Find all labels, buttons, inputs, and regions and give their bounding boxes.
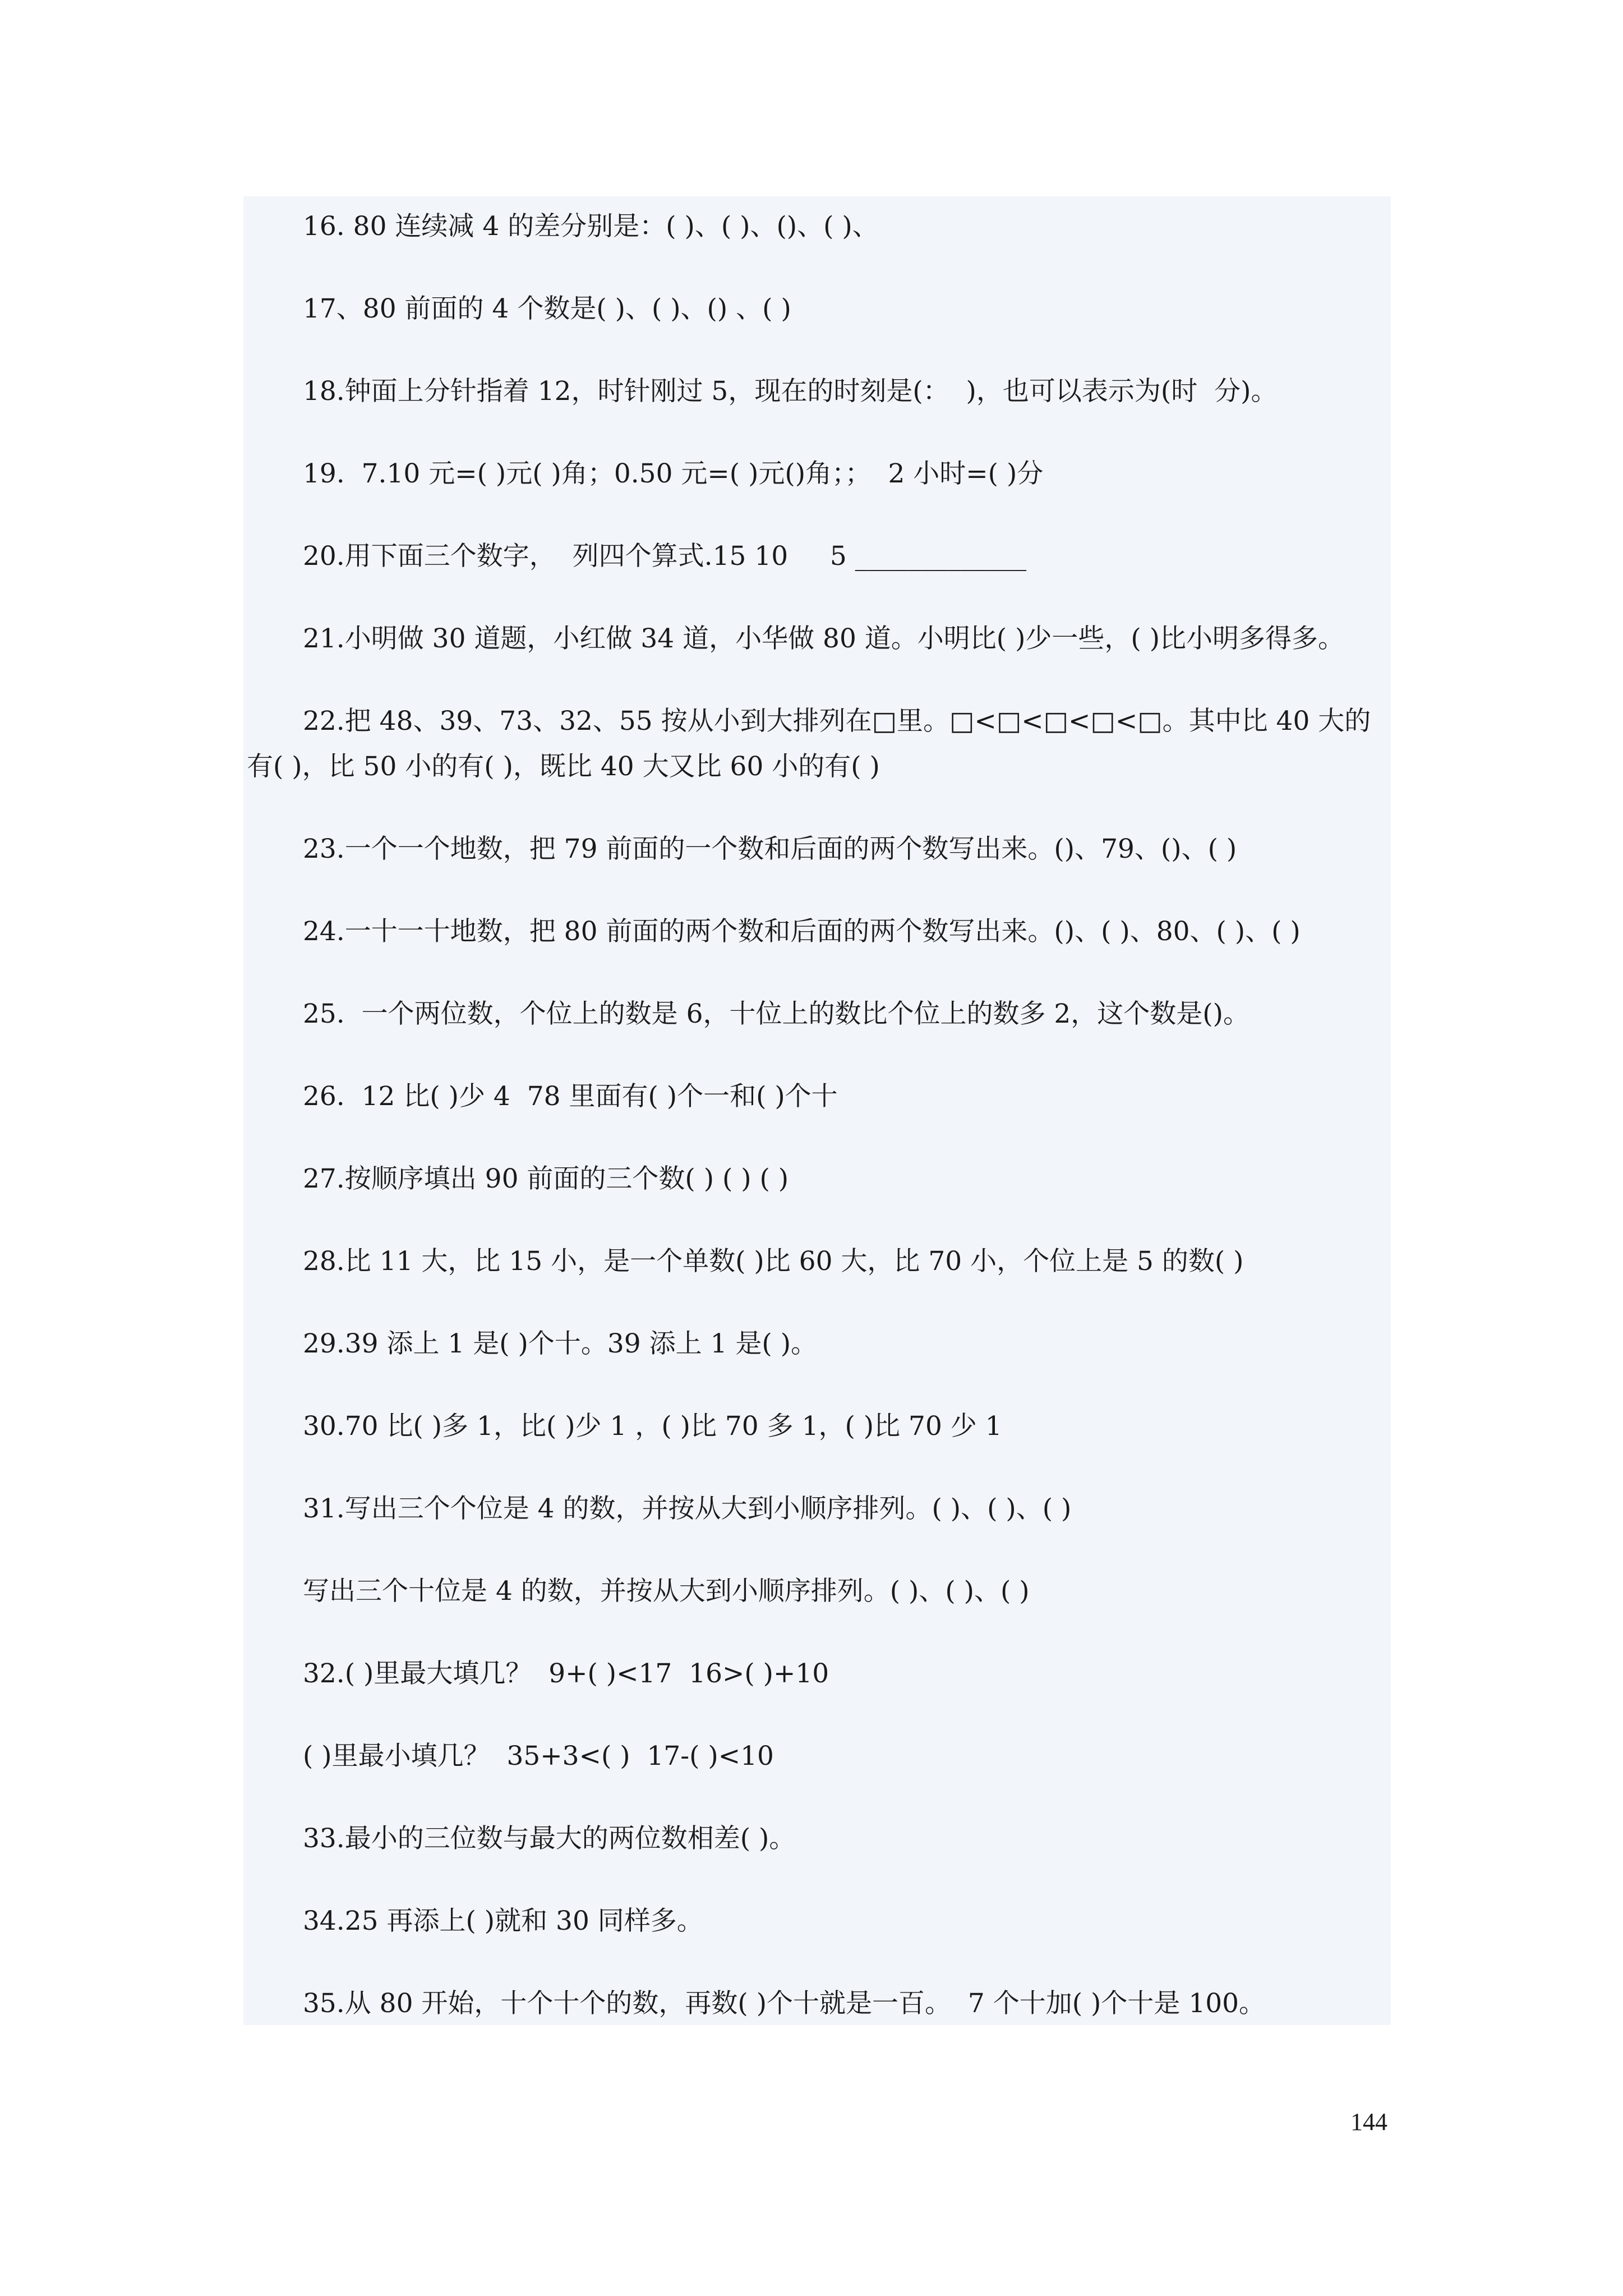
question-32-part-2: ( )里最小填几？ 35+3<( ) 17-( )<10 <box>303 1741 774 1772</box>
question-22-continued: 有( )，比 50 小的有( )，既比 40 大又比 60 小的有( ) <box>247 751 880 782</box>
question-21: 21.小明做 30 道题，小红做 34 道，小华做 80 道。小明比( )少一些，( )比小明多得多。 <box>303 623 1345 654</box>
question-27: 27.按顺序填出 90 前面的三个数( ) ( ) ( ) <box>303 1163 789 1194</box>
question-17: 17、80 前面的 4 个数是( )、( )、() 、( ) <box>303 293 791 324</box>
question-24: 24.一十一十地数，把 80 前面的两个数和后面的两个数写出来。()、( )、80、( )、( ) <box>303 916 1301 947</box>
question-16: 16. 80 连续减 4 的差分别是：( )、( )、()、( )、 <box>303 211 879 242</box>
question-35: 35.从 80 开始，十个十个的数，再数( )个十就是一百。 7 个十加( )个十是 100。 <box>303 1988 1266 2019</box>
question-31-part-2: 写出三个十位是 4 的数，并按从大到小顺序排列。( )、( )、( ) <box>303 1576 1030 1607</box>
question-29: 29.39 添上 1 是( )个十。39 添上 1 是( )。 <box>303 1328 818 1359</box>
question-28: 28.比 11 大，比 15 小，是一个单数( )比 60 大，比 70 小，个位上是 5 的数( ) <box>303 1246 1244 1277</box>
question-30: 30.70 比( )多 1，比( )少 1 ，( )比 70 多 1，( )比 70 少 1 <box>303 1411 1002 1442</box>
question-26: 26. 12 比( )少 4 78 里面有( )个一和( )个十 <box>303 1081 838 1112</box>
question-34: 34.25 再添上( )就和 30 同样多。 <box>303 1906 703 1936</box>
question-18: 18.钟面上分针指着 12，时针刚过 5，现在的时刻是(： )，也可以表示为(时 分)。 <box>303 376 1278 407</box>
question-20: 20.用下面三个数字， 列四个算式.15 10 5 _____________ <box>303 541 1027 572</box>
question-31: 31.写出三个个位是 4 的数，并按从大到小顺序排列。( )、( )、( ) <box>303 1493 1072 1524</box>
question-25: 25. 一个两位数，个位上的数是 6，十位上的数比个位上的数多 2，这个数是()。 <box>303 999 1249 1029</box>
question-23: 23.一个一个地数，把 79 前面的一个数和后面的两个数写出来。()、79、()、( ) <box>303 834 1237 864</box>
page-number: 144 <box>1350 2108 1387 2136</box>
question-32: 32.( )里最大填几？ 9+( )<17 16>( )+10 <box>303 1658 829 1689</box>
question-19: 19. 7.10 元=( )元( )角；0.50 元=( )元()角；； 2 小时=( )分 <box>303 458 1044 489</box>
question-22: 22.把 48、39、73、32、55 按从小到大排列在□里。□<□<□<□<□。其中比 40 大的 <box>303 706 1371 737</box>
question-33: 33.最小的三位数与最大的两位数相差( )。 <box>303 1823 796 1854</box>
